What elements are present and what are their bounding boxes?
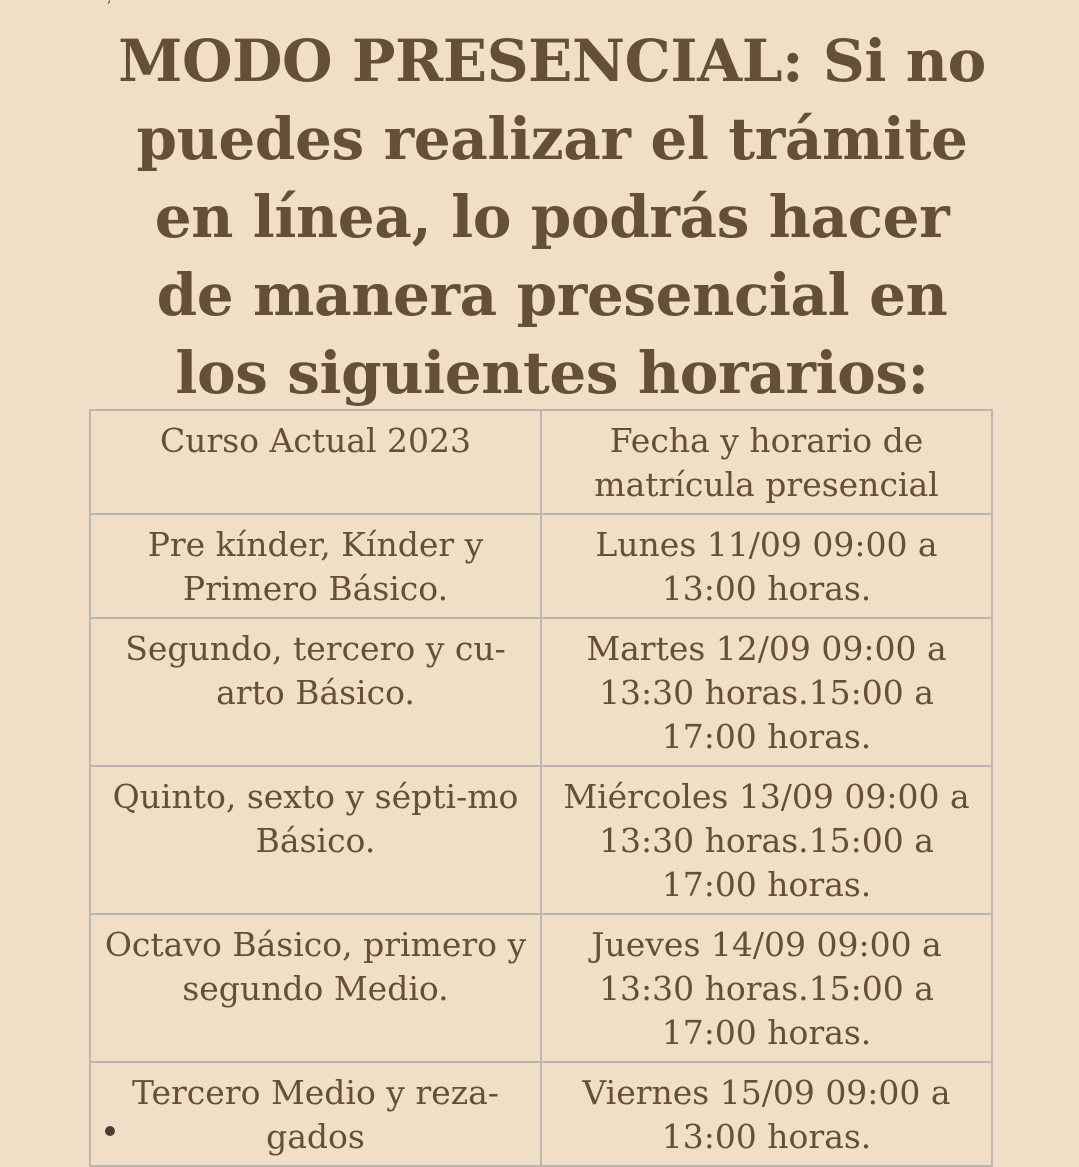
course-cell (90, 766, 541, 914)
schedule-cell (541, 1062, 992, 1166)
course-text: Tercero Medio y reza-gados (132, 1073, 499, 1156)
course-cell (90, 514, 541, 618)
page-title: MODO PRESENCIAL: Si no puedes realizar el trámite en línea, lo podrás hacer de manera presencial en los siguientes horarios: (118, 27, 986, 407)
course-header-text: Curso Actual 2023 (159, 421, 472, 460)
course-header-cell (90, 410, 541, 514)
table-row (90, 914, 992, 1062)
schedule-text: Lunes 11/09 09:00 a 13:00 horas. (595, 525, 938, 608)
course-cell (90, 914, 541, 1062)
schedule-cell (541, 914, 992, 1062)
table-header-row (90, 410, 992, 514)
table-row (90, 766, 992, 914)
schedule-header-text: Fecha y horario de matrícula presencial (594, 421, 939, 504)
schedule-text: Jueves 14/09 09:00 a 13:30 horas.15:00 a 17:00 horas. (591, 925, 942, 1052)
course-text: Octavo Básico, primero y segundo Medio. (104, 925, 527, 1008)
course-text: Quinto, sexto y sépti-mo Básico. (112, 777, 519, 860)
schedule-header-cell (541, 410, 992, 514)
course-cell (90, 618, 541, 766)
schedule-text: Martes 12/09 09:00 a 13:30 horas.15:00 a 17:00 horas. (586, 629, 947, 756)
table-row (90, 618, 992, 766)
schedule-cell (541, 514, 992, 618)
schedule-cell (541, 618, 992, 766)
list-bullet-marker (105, 1126, 115, 1136)
course-cell (90, 1062, 541, 1166)
table-row (90, 1062, 992, 1166)
table-row (90, 514, 992, 618)
top-edge-mark (107, 0, 113, 4)
schedule-text: Miércoles 13/09 09:00 a 13:30 horas.15:00 a 17:00 horas. (563, 777, 970, 904)
course-text: Pre kínder, Kínder y Primero Básico. (147, 525, 484, 608)
schedule-cell (541, 766, 992, 914)
schedule-text: Viernes 15/09 09:00 a 13:00 horas. (582, 1073, 951, 1156)
schedule-table (89, 409, 993, 1167)
course-text: Segundo, tercero y cu-arto Básico. (125, 629, 506, 712)
